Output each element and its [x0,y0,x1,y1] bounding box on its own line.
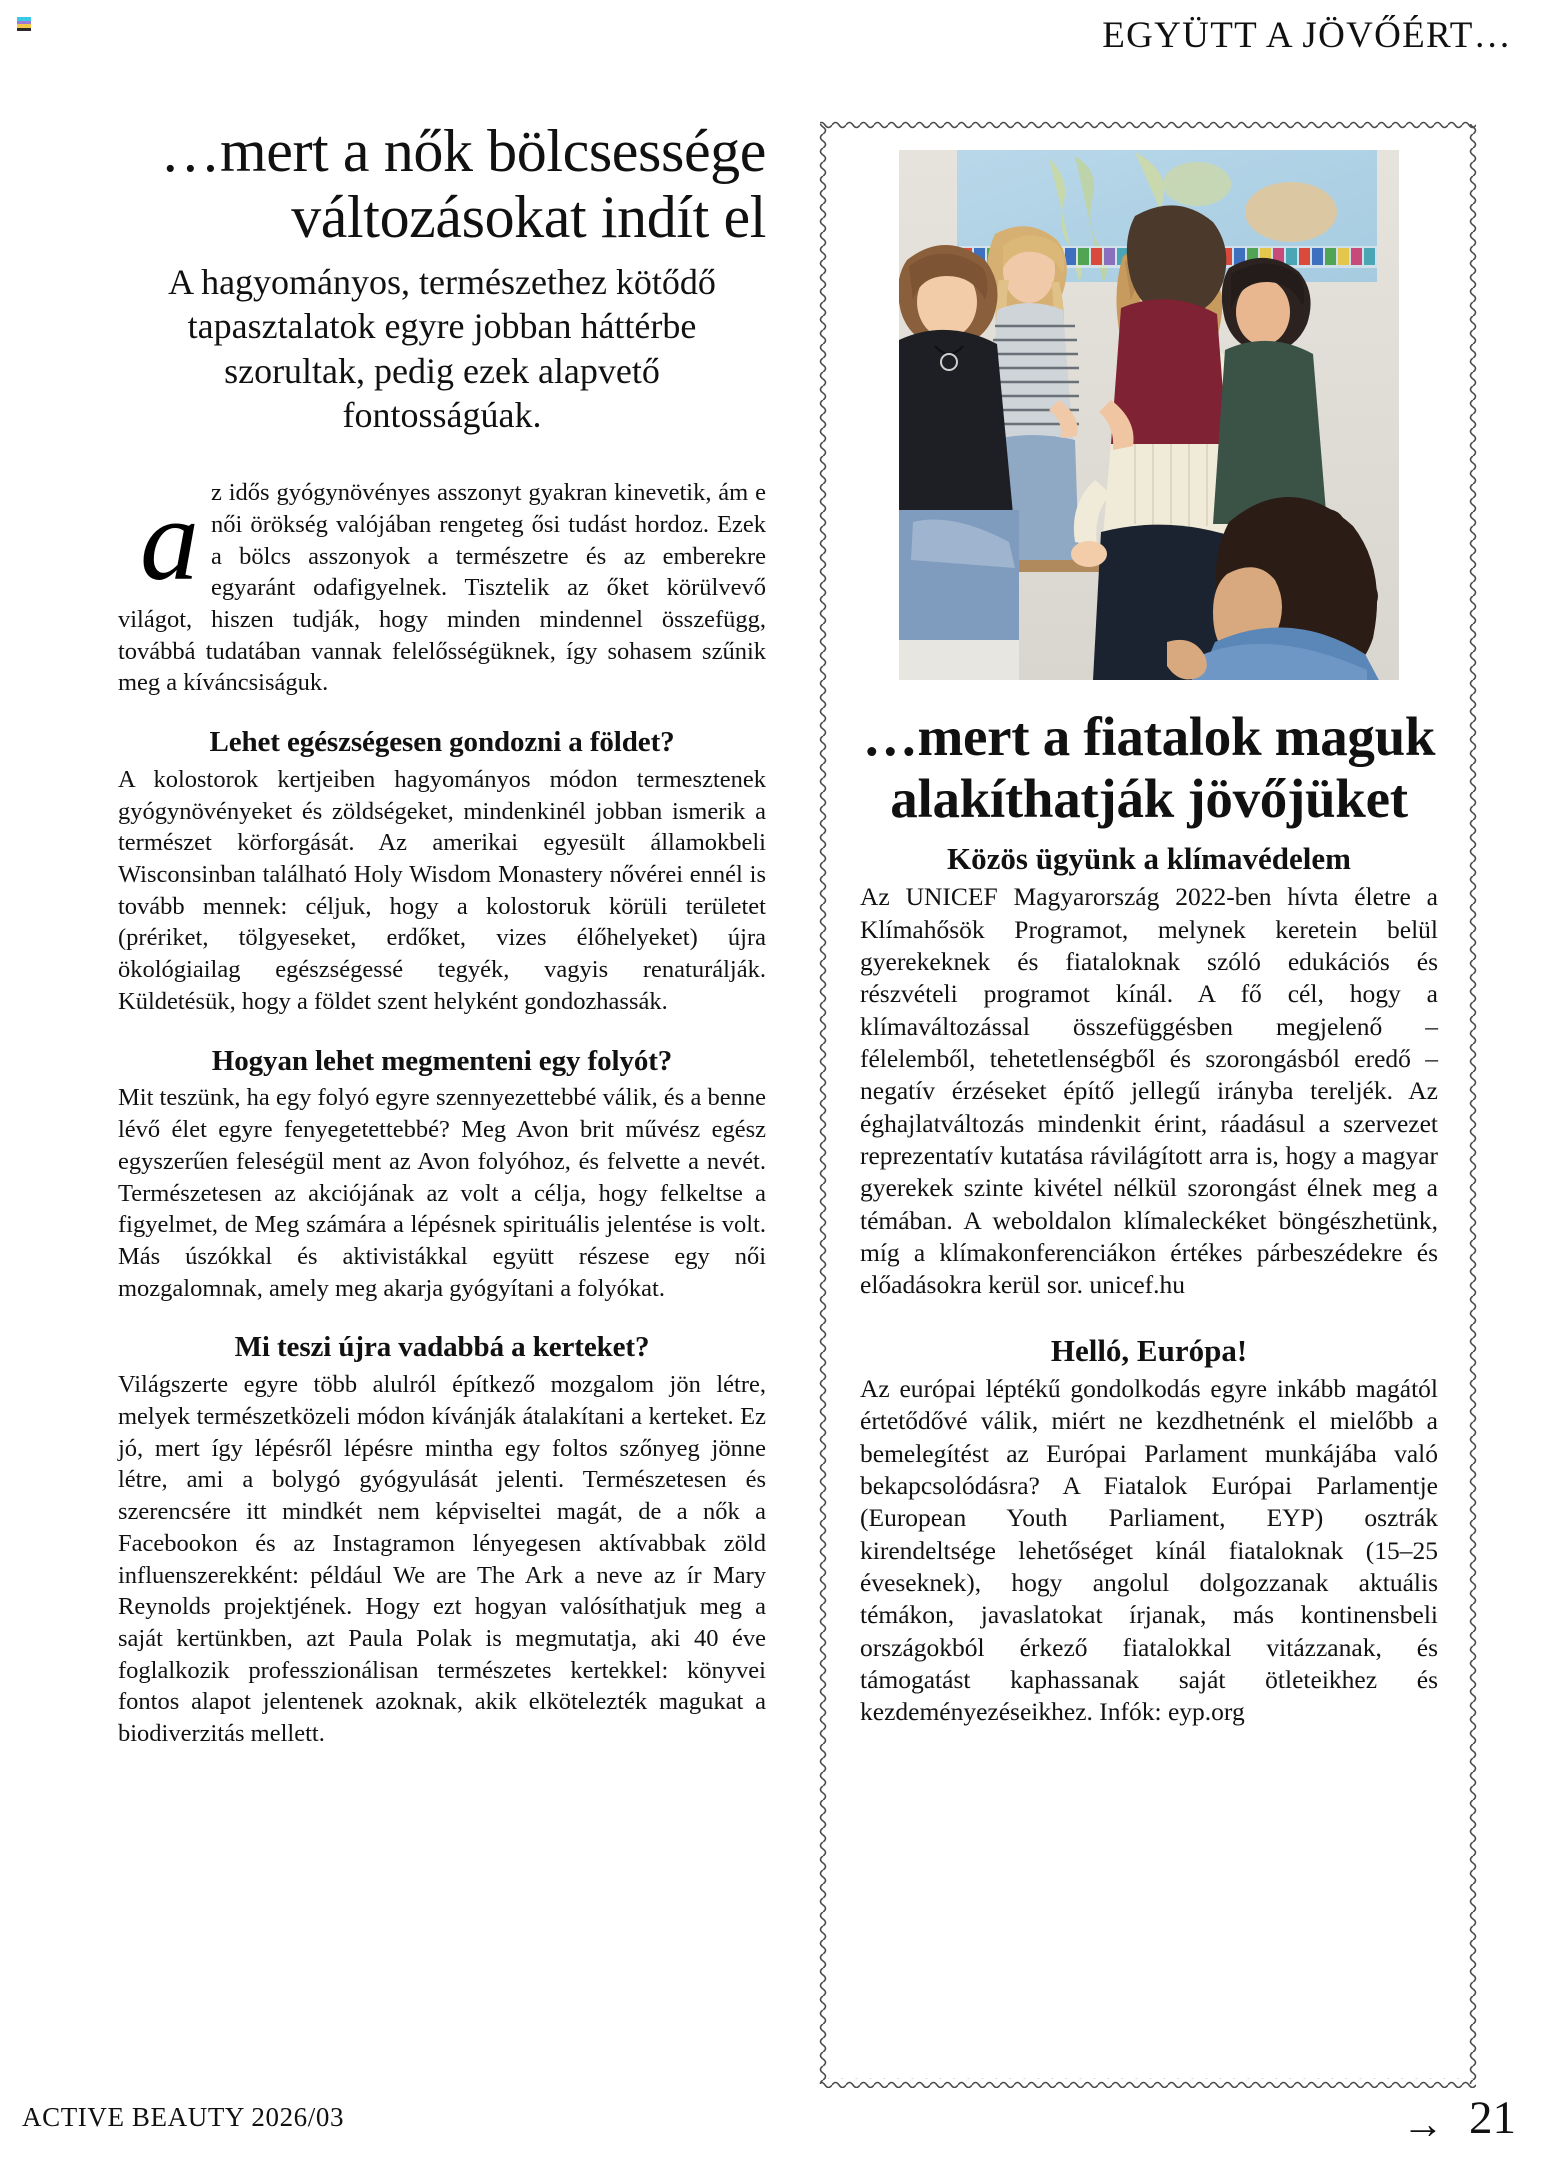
right-section-body-2: Az európai léptékű gondolkodás egyre inkább magától értetődővé válik, miért ne kezdhetnénk el mielőbb a bemelegítést az Európai Parlament munkájába való bekapcsolódásra? A Fiatalok Európai Parlamentje (European Youth Parliament, EYP) osztrák kirendeltsége lehetőséget kínál fiataloknak (15–25 éveseknek), hogy angolul dolgozzanak aktuális témákon, javaslatokat írjanak, más kontinensbeli országokból érkező fiatalokkal vitázzanak, és támogatást kaphassanak saját ötleteikhez és kezdeményezéseikhez. Infók: eyp.org [860,1373,1438,1727]
right-section-heading-1: Közös ügyünk a klímavédelem [947,841,1351,877]
left-section-body-2: Mit teszünk, ha egy folyó egyre szennyezettebbé válik, és a benne lévő élet egyre fenyegetettebbé? Meg Avon brit művész egész egyszerűen feleségül ment az Avon folyóhoz, és felvette a nevét. Természetesen az akciójának az volt a célja, hogy felkeltse a figyelmet, de Meg számára a lépésnek spirituális jelentése is volt. Más úszókkal és aktivistákkal együtt részese egy női mozgalomnak, amely meg akarja gyógyítani a folyókat. [118,1084,766,1302]
cmyk-registration-bar [17,17,31,35]
drop-cap: a [140,474,199,606]
left-section-heading-3: Mi teszi újra vadabbá a kerteket? [234,1331,650,1364]
left-body [118,474,766,1750]
footer-publication: ACTIVE BEAUTY 2026/03 [22,2102,345,2132]
left-intro-paragraph [118,474,766,699]
right-body-1 [860,881,1438,1301]
left-section-body-1: A kolostorok kertjeiben hagyományos módon termesztenek gyógynövényeket és zöldségeket, mindenkinél jobban ismerik a természet körforgását. Az amerikai egyesült államokbeli Wisconsinban található Holy Wisdom Monastery nővérei ennél is tovább mennek: céljuk, hogy a kolostoruk körüli területet (prériket, tölgyeseket, erdőket, vizes élőhelyeket) újra ökológiailag egészségessé tegyék, vagyis renaturálják. Küldetésük, hogy a földet szent helyként gondozhassák. [118,765,766,1015]
next-page-arrow-icon[interactable]: → [1402,2102,1444,2148]
left-headline: …mert a nők bölcsessége változásokat indít el [160,118,766,250]
right-headline: …mert a fiatalok maguk alakíthatják jövőjüket [862,706,1436,830]
left-article [118,118,766,1750]
running-head: EGYÜTT A JÖVŐÉRT… [1102,15,1512,56]
left-deck: A hagyományos, természethez kötődő tapasztalatok egyre jobban háttérbe szorultak, pedig ezek alapvető fontosságúak. [168,262,716,435]
right-section-body-1: Az UNICEF Magyarország 2022-ben hívta életre a Klímahősök Programot, melynek keretein belül gyerekeknek és fiataloknak szóló edukációs és részvételi programot kínál. A fő cél, hogy a klímaváltozással összefüggésben megjelenő – félelemből, tehetetlenségből és szorongásból eredő – negatív érzéseket építő jellegű irányba tereljék. Az éghajlatváltozás mindenkit érint, ráadásul a szervezet reprezentatív kutatása rávilágított arra is, hogy a magyar gyerekek szinte kivétel nélkül szorongást élnek meg a témában. A weboldalon klímaleckéket böngészhetünk, míg a klímakonferenciákon értékes párbeszédekre és előadásokra kerül sor. unicef.hu [860,882,1438,1300]
page-number: 21 [1469,2092,1516,2144]
left-section-body-3: Világszerte egyre több alulról építkező mozgalom jön létre, melyek természetközeli módon kívánják átalakítani a kerteket. Ez jó, mert így lépésről lépésre mintha egy foltos szőnyeg jönne létre, ami a bolygó gyógyulását jelenti. Természetesen és szerencsére itt mindkét nem képviseltei magát, de a nők a Facebookon és az Instagramon lényegesen aktívabbak zöld influenszerekként: például We are The Ark a neve az ír Mary Reynolds projektjének. Hogy ezt hogyan valósíthatjuk meg a saját kertünkben, azt Paula Polak is megmutatja, aki 40 éve foglalkozik professzionálisan természetes kertekkel: könyvei fontos alapot jelentenek azoknak, akik elkötelezték magukat a biodiverzitás mellett. [118,1371,766,1748]
left-section-heading-1: Lehet egészségesen gondozni a földet? [209,726,675,759]
right-body-2 [860,1373,1438,1729]
right-section-heading-2: Helló, Európa! [1050,1332,1248,1368]
left-section-heading-2: Hogyan lehet megmenteni egy folyót? [211,1044,673,1077]
left-intro-text: z idős gyógynövényes asszonyt gyakran kinevetik, ám e női örökség valójában rengeteg ősi tudást hordoz. Ezek a bölcs asszonyok a természetre és az emberekre egyaránt odafigyelnek. Tisztelik az őket körülvevő világot, hiszen tudják, hogy minden mindennel összefügg, továbbá tudatában vannak felelősségüknek, így sohasem szűnik meg a kíváncsiságuk. [118,479,766,697]
right-panel [818,120,1478,2148]
teenagers-classroom-photo [899,150,1399,680]
